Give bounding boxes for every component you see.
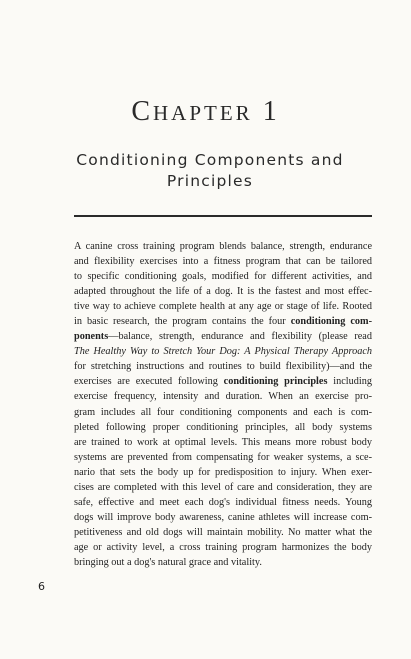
- body-text-run: exercise frequency, intensity and duration. When an exercise pro-: [74, 391, 372, 403]
- body-line: [74, 344, 372, 359]
- body-line: [74, 480, 372, 495]
- body-line: [74, 420, 372, 435]
- body-text-run: cises are completed with this level of care and consideration, they are: [74, 481, 372, 493]
- body-text-run: nario that sets the body up for predisposition to injury. When exer-: [74, 466, 372, 478]
- body-text-run: for stretching instructions and routines to build flexibility)—and the: [74, 361, 372, 373]
- body-line: [74, 239, 372, 254]
- body-line: [74, 329, 372, 344]
- body-text-run: bringing out a dog's natural grace and vitality.: [74, 556, 262, 568]
- body-line: [74, 510, 372, 525]
- body-line: [74, 435, 372, 450]
- body-line: [74, 555, 372, 570]
- body-text-run: systems are prevented from compensating for weaker systems, a sce-: [74, 451, 372, 463]
- body-line: [74, 525, 372, 540]
- bold-term: conditioning com-: [290, 316, 372, 328]
- body-text-run: A canine cross training program blends balance, strength, endurance: [74, 241, 372, 252]
- body-line: [74, 405, 372, 420]
- chapter-title-line-2: Principles: [166, 172, 254, 190]
- book-title: The Healthy Way to Stretch Your Dog: A Physical Therapy Approach: [74, 346, 372, 358]
- body-line: [74, 450, 372, 465]
- body-text-run: age or activity level, a cross training program harmonizes the body: [74, 541, 372, 553]
- chapter-heading: [0, 96, 411, 128]
- body-line: [74, 284, 372, 299]
- body-text-run: including: [327, 376, 372, 388]
- bold-term: conditioning principles: [223, 376, 328, 388]
- chapter-title-line-1: Conditioning Components and: [76, 151, 344, 169]
- body-text-run: petitiveness and old dogs will maintain mobility. No matter what the: [74, 526, 372, 538]
- body-text-run: safe, effective and meet each dog's individual fitness needs. Young: [74, 496, 372, 508]
- chapter-label-initial: C: [131, 96, 153, 127]
- body-line: [74, 495, 372, 510]
- body-text-run: pleted following proper conditioning principles, all body systems: [74, 421, 372, 433]
- body-line: [74, 254, 372, 269]
- chapter-title: [60, 150, 360, 192]
- body-paragraph: [74, 239, 372, 570]
- chapter-label-rest: HAPTER: [153, 101, 253, 125]
- body-line: [74, 540, 372, 555]
- body-text-run: adapted throughout the life of a dog. It is the fastest and most effec-: [74, 286, 372, 298]
- body-line: [74, 269, 372, 284]
- body-line: [74, 374, 372, 389]
- page-number: 6: [38, 580, 45, 593]
- body-line: [74, 389, 372, 404]
- body-text-run: —balance, strength, endurance and flexibility (please read: [108, 331, 372, 343]
- body-text-run: gram includes all four conditioning components and each is com-: [74, 406, 372, 418]
- body-line: [74, 465, 372, 480]
- bold-term: ponents: [74, 331, 109, 343]
- body-line: [74, 314, 372, 329]
- body-text-run: exercises are executed following: [74, 376, 224, 388]
- body-text-run: in basic research, the program contains the four: [74, 316, 291, 328]
- body-line: [74, 359, 372, 374]
- chapter-divider-rule: [74, 215, 372, 217]
- body-line: [74, 299, 372, 314]
- body-text-run: and flexibility exercises into a fitness program that can be tailored: [74, 256, 372, 268]
- body-text-run: dogs will improve body awareness, canine athletes will increase com-: [74, 511, 372, 523]
- chapter-number: 1: [262, 96, 280, 127]
- body-text-run: to specific conditioning goals, modified for different activities, and: [74, 271, 372, 283]
- body-text-run: tive way to achieve complete health at any age or stage of life. Rooted: [74, 301, 372, 313]
- body-text-run: are trained to work at optimal levels. This means more robust body: [74, 436, 372, 448]
